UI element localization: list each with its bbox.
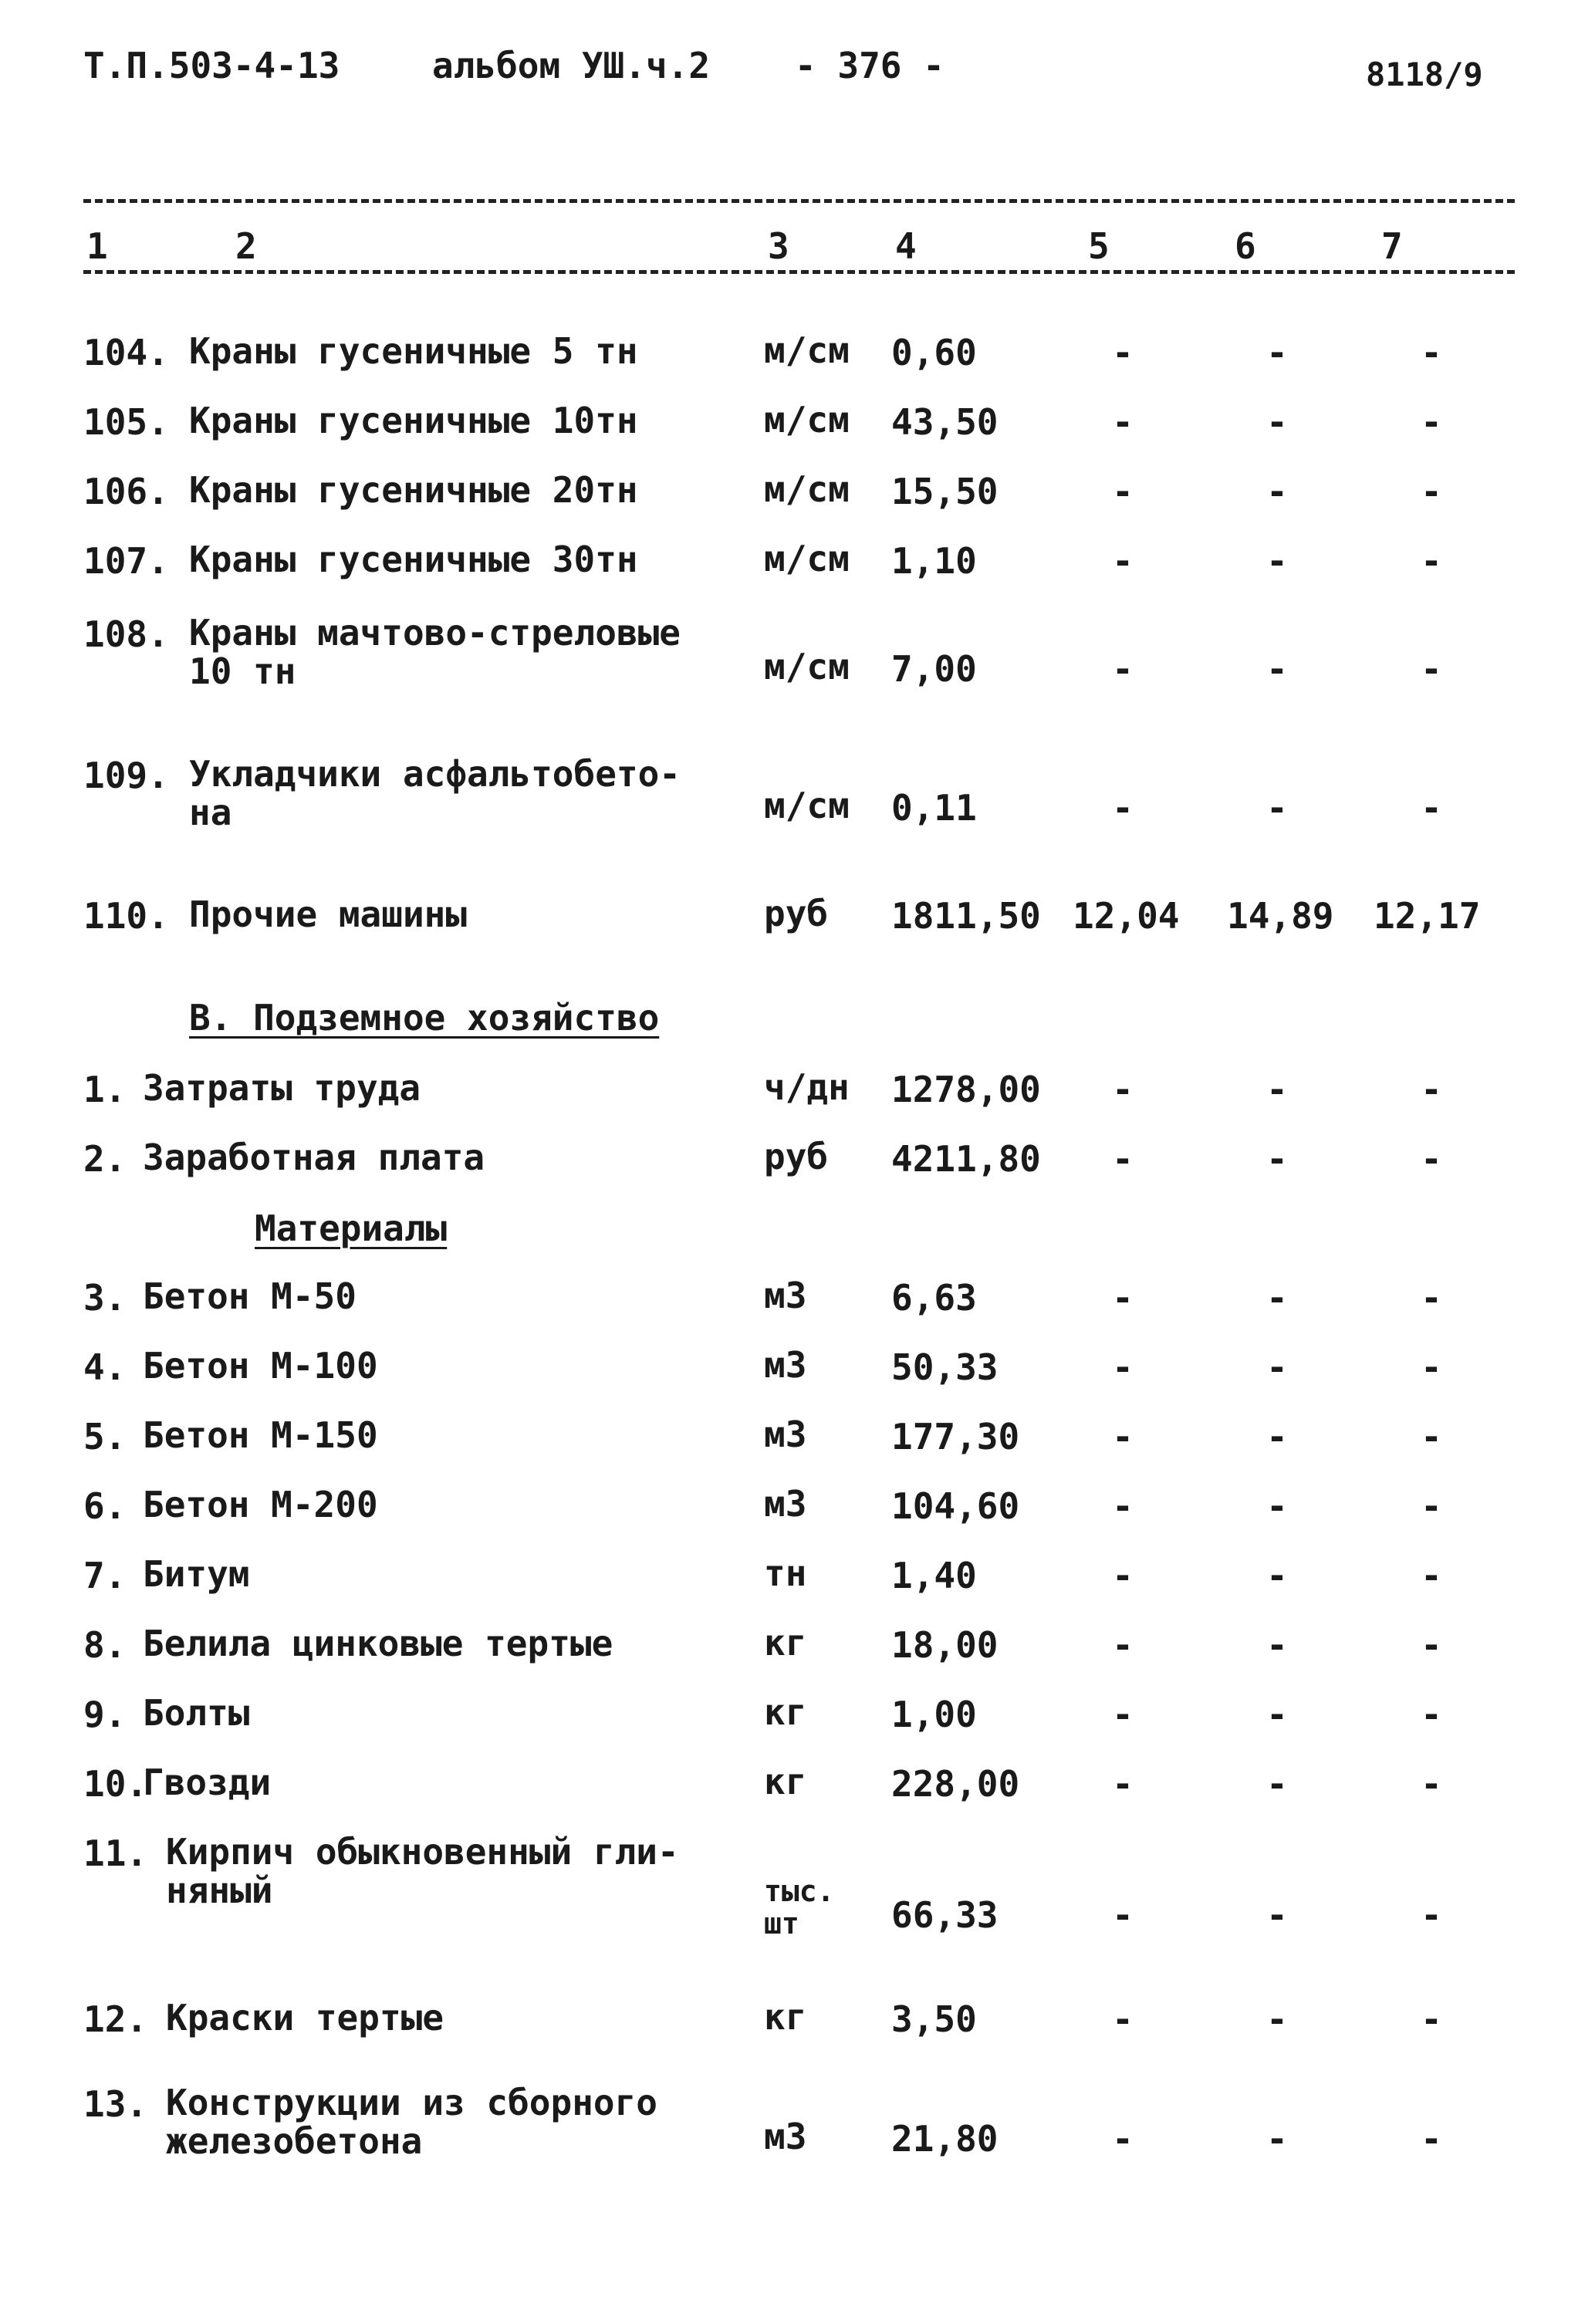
row-value-4: 6,63 xyxy=(891,1277,977,1319)
row-value-5: - xyxy=(1112,1694,1134,1735)
row-value-4: 43,50 xyxy=(891,401,999,443)
row-value-5: - xyxy=(1112,1624,1134,1666)
row-number: 1. xyxy=(83,1069,127,1110)
row-unit: м3 xyxy=(764,1344,807,1386)
album-label: альбом УШ.ч.2 xyxy=(432,45,711,86)
row-unit: м/см xyxy=(764,646,850,687)
row-value-6: 14,89 xyxy=(1227,895,1334,937)
row-number: 4. xyxy=(83,1346,127,1388)
row-value-5: - xyxy=(1112,471,1134,512)
row-name: Болты xyxy=(143,1692,250,1734)
row-unit: м3 xyxy=(764,1414,807,1455)
row-value-5: - xyxy=(1112,1416,1134,1458)
row-number: 5. xyxy=(83,1416,127,1458)
row-number: 108. xyxy=(83,613,169,655)
row-value-7: - xyxy=(1421,401,1442,443)
row-value-6: - xyxy=(1266,1069,1288,1110)
row-name: Конструкции из сборного железобетона xyxy=(166,2082,657,2162)
row-name: Заработная плата xyxy=(143,1137,485,1178)
row-value-4: 228,00 xyxy=(891,1763,1020,1805)
row-name: Бетон М-200 xyxy=(143,1484,378,1525)
doc-code: Т.П.503-4-13 xyxy=(83,45,340,86)
row-value-5: - xyxy=(1112,1555,1134,1596)
section-heading xyxy=(189,997,659,1039)
row-value-5: - xyxy=(1112,1069,1134,1110)
row-value-7: - xyxy=(1421,1346,1442,1388)
row-unit: м3 xyxy=(764,1483,807,1525)
row-value-6: - xyxy=(1266,471,1288,512)
row-name: Бетон М-50 xyxy=(143,1275,357,1317)
row-name: Краны гусеничные 20тн xyxy=(189,469,638,511)
reference-number: 8118/9 xyxy=(1366,56,1483,93)
row-unit: м/см xyxy=(764,329,850,371)
row-value-5: 12,04 xyxy=(1073,895,1180,937)
row-name: Краны мачтово-стреловые 10 тн xyxy=(189,612,681,692)
row-name: Гвозди xyxy=(143,1762,272,1803)
row-value-5: - xyxy=(1112,540,1134,582)
row-value-6: - xyxy=(1266,332,1288,373)
row-number: 104. xyxy=(83,332,169,373)
row-number: 12. xyxy=(83,1998,148,2040)
row-number: 10. xyxy=(83,1763,148,1805)
row-name: Кирпич обыкновенный гли- няный xyxy=(166,1831,679,1911)
row-value-7: - xyxy=(1421,1998,1442,2040)
header-rule-top xyxy=(83,199,1515,203)
row-value-7: - xyxy=(1421,648,1442,690)
row-unit: м/см xyxy=(764,785,850,826)
row-value-5: - xyxy=(1112,332,1134,373)
section-heading-text: В. Подземное хозяйство xyxy=(189,997,660,1039)
row-value-5: - xyxy=(1112,1894,1134,1936)
row-value-6: - xyxy=(1266,648,1288,690)
row-unit: ч/дн xyxy=(764,1066,850,1108)
row-value-7: - xyxy=(1421,1894,1442,1936)
row-value-6: - xyxy=(1266,1485,1288,1527)
row-name: Битум xyxy=(143,1553,250,1595)
row-value-4: 7,00 xyxy=(891,648,977,690)
row-number: 106. xyxy=(83,471,169,512)
row-value-4: 50,33 xyxy=(891,1346,999,1388)
row-value-7: - xyxy=(1421,1763,1442,1805)
row-value-5: - xyxy=(1112,1346,1134,1388)
row-value-4: 177,30 xyxy=(891,1416,1020,1458)
row-unit: тн xyxy=(764,1552,807,1594)
row-name: Бетон М-150 xyxy=(143,1414,378,1456)
row-value-7: - xyxy=(1421,1485,1442,1527)
row-value-6: - xyxy=(1266,1763,1288,1805)
row-value-5: - xyxy=(1112,1998,1134,2040)
row-value-6: - xyxy=(1266,1416,1288,1458)
subsection-heading-text: Материалы xyxy=(255,1208,448,1249)
row-name: Бетон М-100 xyxy=(143,1345,378,1387)
row-value-6: - xyxy=(1266,787,1288,829)
row-value-6: - xyxy=(1266,1346,1288,1388)
row-name: Краски тертые xyxy=(166,1997,444,2039)
row-number: 109. xyxy=(83,755,169,796)
row-value-4: 18,00 xyxy=(891,1624,999,1666)
row-unit: м/см xyxy=(764,399,850,441)
row-value-7: - xyxy=(1421,1069,1442,1110)
row-number: 110. xyxy=(83,895,169,937)
row-value-6: - xyxy=(1266,2118,1288,2160)
row-value-5: - xyxy=(1112,2118,1134,2160)
row-value-7: - xyxy=(1421,1277,1442,1319)
row-value-7: 12,17 xyxy=(1374,895,1481,937)
row-unit: руб xyxy=(764,893,829,934)
row-value-6: - xyxy=(1266,1138,1288,1180)
row-unit: м3 xyxy=(764,1275,807,1316)
row-value-4: 21,80 xyxy=(891,2118,999,2160)
row-value-6: - xyxy=(1266,1998,1288,2040)
row-number: 9. xyxy=(83,1694,127,1735)
row-value-5: - xyxy=(1112,401,1134,443)
row-name: Белила цинковые тертые xyxy=(143,1623,613,1664)
row-value-7: - xyxy=(1421,2118,1442,2160)
subsection-heading xyxy=(255,1208,447,1249)
row-number: 3. xyxy=(83,1277,127,1319)
row-value-6: - xyxy=(1266,540,1288,582)
row-unit: м/см xyxy=(764,468,850,510)
row-value-4: 1811,50 xyxy=(891,895,1041,937)
row-number: 2. xyxy=(83,1138,127,1180)
row-value-4: 3,50 xyxy=(891,1998,977,2040)
row-value-4: 1278,00 xyxy=(891,1069,1041,1110)
row-unit: кг xyxy=(764,1996,807,2038)
row-value-4: 66,33 xyxy=(891,1894,999,1936)
row-value-6: - xyxy=(1266,1894,1288,1936)
row-name: Краны гусеничные 10тн xyxy=(189,400,638,441)
row-value-7: - xyxy=(1421,1555,1442,1596)
row-number: 7. xyxy=(83,1555,127,1596)
row-value-7: - xyxy=(1421,540,1442,582)
row-value-6: - xyxy=(1266,1277,1288,1319)
row-unit: м3 xyxy=(764,2116,807,2157)
row-number: 11. xyxy=(83,1833,148,1874)
row-value-5: - xyxy=(1112,787,1134,829)
row-value-5: - xyxy=(1112,648,1134,690)
row-name: Затраты труда xyxy=(143,1067,421,1109)
row-unit: руб xyxy=(764,1136,829,1177)
row-name: Краны гусеничные 5 тн xyxy=(189,330,638,372)
col-header-6: 6 xyxy=(1235,225,1256,267)
row-name: Укладчики асфальтобето- на xyxy=(189,753,681,833)
col-header-5: 5 xyxy=(1088,225,1110,267)
row-value-4: 1,40 xyxy=(891,1555,977,1596)
page-number: - 376 - xyxy=(795,45,944,86)
header-rule-bottom xyxy=(83,270,1515,274)
col-header-3: 3 xyxy=(768,225,789,267)
row-number: 107. xyxy=(83,540,169,582)
row-value-5: - xyxy=(1112,1485,1134,1527)
row-number: 105. xyxy=(83,401,169,443)
row-value-4: 0,11 xyxy=(891,787,977,829)
col-header-4: 4 xyxy=(895,225,917,267)
row-value-6: - xyxy=(1266,401,1288,443)
row-value-7: - xyxy=(1421,1694,1442,1735)
row-number: 6. xyxy=(83,1485,127,1527)
col-header-1: 1 xyxy=(86,225,108,267)
row-value-5: - xyxy=(1112,1277,1134,1319)
row-value-5: - xyxy=(1112,1763,1134,1805)
row-unit: м/см xyxy=(764,538,850,579)
col-header-2: 2 xyxy=(235,225,257,267)
row-value-4: 0,60 xyxy=(891,332,977,373)
row-value-6: - xyxy=(1266,1694,1288,1735)
row-value-7: - xyxy=(1421,787,1442,829)
row-value-4: 104,60 xyxy=(891,1485,1020,1527)
row-value-7: - xyxy=(1421,332,1442,373)
row-name: Прочие машины xyxy=(189,893,468,935)
row-value-4: 15,50 xyxy=(891,471,999,512)
row-unit: кг xyxy=(764,1761,807,1802)
row-unit: кг xyxy=(764,1691,807,1733)
row-value-7: - xyxy=(1421,1138,1442,1180)
row-unit: тыс. шт xyxy=(764,1874,835,1941)
row-number: 13. xyxy=(83,2083,148,2125)
row-value-6: - xyxy=(1266,1555,1288,1596)
row-value-4: 4211,80 xyxy=(891,1138,1041,1180)
row-value-6: - xyxy=(1266,1624,1288,1666)
row-value-7: - xyxy=(1421,1624,1442,1666)
row-name: Краны гусеничные 30тн xyxy=(189,539,638,580)
row-number: 8. xyxy=(83,1624,127,1666)
col-header-7: 7 xyxy=(1381,225,1403,267)
row-unit: кг xyxy=(764,1622,807,1664)
row-value-5: - xyxy=(1112,1138,1134,1180)
row-value-7: - xyxy=(1421,471,1442,512)
row-value-4: 1,10 xyxy=(891,540,977,582)
row-value-4: 1,00 xyxy=(891,1694,977,1735)
row-value-7: - xyxy=(1421,1416,1442,1458)
